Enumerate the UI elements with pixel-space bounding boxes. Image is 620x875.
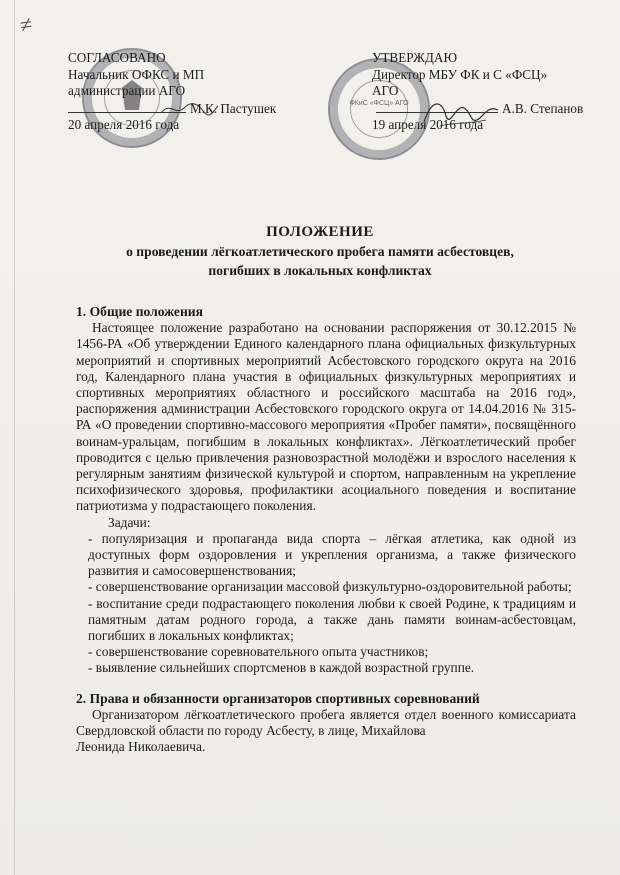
document-title: ПОЛОЖЕНИЕ <box>266 224 374 240</box>
task-item: - воспитание среди подрастающего поколения любви к своей Родине, к традициям и памятным датам родного города, а также дань памяти воинам-асбестовцам, погибших в локальных конфликтах; <box>88 595 576 644</box>
tasks-label: Задачи: <box>108 514 151 530</box>
signature-blank <box>376 100 498 113</box>
section-heading-general: 1. Общие положения <box>76 304 203 319</box>
general-provisions-paragraph: Настоящее положение разработано на основании распоряжения от 30.12.2015 № 1456-РА «Об утверждении Единого календарного плана официальных физкультурных мероприятий и спортивных мероприятий Асбестовского городского округа на 2016 год, Календарного плана участия в официальных физкультурных мероприятиях и спортивных мероприятиях областного и российского масштаба на 2016 год», распоряжения администрации Асбестовского городского округа от 14.04.2016 № 315-РА «О проведении спортивно-массового мероприятия «Пробег памяти», посвящённого воинам-уральцам, погибшим в локальных конфликтах». Лёгкоатлетический пробег проводится с целью привлечения разновозрастной молодёжи и взрослого населения к регулярным занятиям физической культурой и спортом, направленным на укрепление психофизического здоровья, профилактики асоциального поведения и воспитание патриотизма у подрастающего поколения. <box>76 320 576 514</box>
agreed-signer: М.К. Пастушек <box>190 100 277 116</box>
approved-block <box>372 50 583 134</box>
approved-signer-line <box>372 100 583 118</box>
agreed-position-line2: администрации АГО <box>68 83 186 98</box>
approved-position-line2: АГО <box>372 83 399 98</box>
agreed-label: СОГЛАСОВАНО <box>68 50 166 65</box>
document-body <box>76 304 576 755</box>
organizers-paragraph: Организатором лёгкоатлетического пробега является отдел военного комиссариата Свердловской области по городу Асбесту, в лице, Михайлова <box>76 706 576 739</box>
agreed-date: 20 апреля 2016 года <box>68 117 180 132</box>
task-item: - совершенствование соревновательного опыта участников; <box>88 644 429 660</box>
seal-right-text: ФКиС «ФСЦ» АГО <box>349 100 409 107</box>
title-block <box>60 224 580 279</box>
task-item: - популяризация и пропаганда вида спорта – лёгкая атлетика, как одной из доступных форм оздоровления и укрепления организма, а также физического развития и самосовершенствования; <box>88 530 576 579</box>
task-item: - выявление сильнейших спортсменов в каждой возрастной группе. <box>88 660 475 676</box>
agreed-signer-line <box>68 100 276 118</box>
section-gap <box>76 677 576 691</box>
approvals-block <box>0 50 620 150</box>
approved-signer: А.В. Степанов <box>502 100 584 116</box>
agreed-block <box>68 50 276 134</box>
document-subtitle-line1: о проведении лёгкоатлетического пробега памяти асбестовцев, <box>126 244 514 259</box>
agreed-position-line1: Начальник ОФКС и МП <box>68 66 205 82</box>
task-item: - совершенствование организации массовой физкультурно-оздоровительной работы; <box>88 579 572 595</box>
corner-handwritten-mark: ≠ <box>18 11 34 38</box>
approved-position-line1: Директор МБУ ФК и С «ФСЦ» <box>372 66 548 82</box>
approved-date: 19 апреля 2016 года <box>372 117 484 132</box>
signature-blank <box>68 100 186 113</box>
approved-label: УТВЕРЖДАЮ <box>372 50 458 65</box>
organizers-paragraph-last: Леонида Николаевича. <box>76 739 206 755</box>
section-heading-organizers: 2. Права и обязанности организаторов спортивных соревнований <box>76 690 480 706</box>
document-subtitle-line2: погибших в локальных конфликтах <box>208 263 432 278</box>
